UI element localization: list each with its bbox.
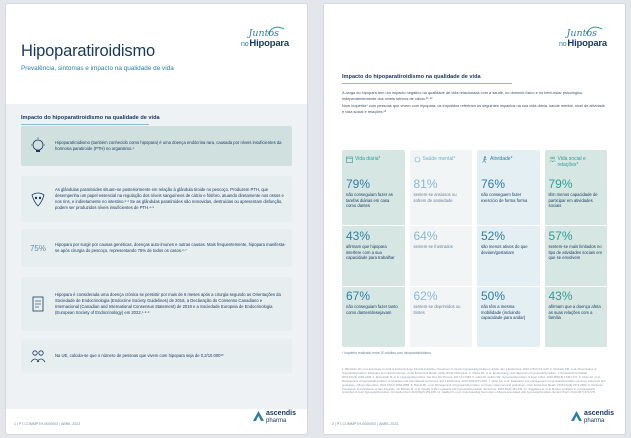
percent-badge	[27, 237, 49, 259]
row-divider	[342, 286, 607, 287]
stat-text: não têm a mesma mobilidade (incluindo capacidade para andar)	[481, 304, 526, 321]
stat-text: não conseguiam fazer as tarefas diárias em casa como dantes	[346, 192, 393, 209]
ascendis-mark-icon	[253, 411, 264, 421]
section-rule	[21, 124, 149, 125]
brain-icon	[414, 156, 421, 163]
stat-text: sentem-se frustrados	[413, 244, 453, 249]
impact-grid	[342, 150, 607, 347]
logo-main: Hipopara	[567, 38, 607, 49]
company-name-suffix: pharma	[266, 418, 287, 424]
stat-text: sentem-se mais limitados no tipo de atividades sociais em que se envolvem	[548, 244, 603, 261]
stat-value: 76%	[481, 177, 506, 191]
section-title	[342, 74, 512, 84]
column-header	[414, 156, 469, 174]
social-icon	[549, 156, 556, 163]
logo-prefix: no	[241, 41, 249, 48]
page-title: Hipoparatiroidismo	[21, 42, 155, 60]
stat-block	[481, 230, 536, 255]
info-box-causes	[21, 229, 292, 267]
logo-word-juntos: Juntos	[248, 28, 279, 39]
page-2	[323, 3, 626, 435]
column-header	[346, 156, 401, 174]
stat-block	[549, 178, 604, 209]
info-box-text: Na UE, calcula-se que o número de pessoas que vivem com hipopara seja de 0,2/10.000¹⁰	[55, 352, 224, 358]
stat-value: 62%	[413, 289, 438, 303]
stat-value: 79%	[548, 177, 573, 191]
calendar-icon	[346, 156, 353, 163]
row-divider	[342, 225, 607, 226]
company-name: ascendis	[266, 410, 296, 417]
stat-value: 52%	[481, 229, 506, 243]
info-box-text: Hipopara por surgir por causas genéticas, doenças auto-imunes e outras causas. Mais frequentemente, hipopara manifesta-se após cirurgia do pescoço, representando 75% de todos os casos.⁶·⁷	[55, 241, 286, 253]
gland-icon	[27, 188, 49, 210]
logo-word-juntos: Juntos	[566, 28, 597, 39]
stat-block	[346, 230, 401, 261]
column-social-life	[545, 150, 608, 347]
stat-block	[414, 178, 469, 203]
stat-value: 43%	[346, 229, 371, 243]
logo-word-hipopara	[559, 39, 607, 49]
ascendis-pharma-logo	[571, 410, 615, 428]
stat-value: 79%	[346, 177, 371, 191]
survey-footnote: * Inquérito realizado entre 20 adultos com hipoparatiroidismo	[342, 351, 431, 355]
logo-word-hipopara	[241, 39, 289, 49]
intro-paragraph: Num inquérito* com pessoas que vivem com hipopara, os inquiridos referiram os seguintes impactos na sua vida diária, saúde mental, nível de atividade e vida social e relações:¹³	[342, 103, 605, 114]
info-box-glands	[21, 176, 292, 222]
section-title-text: Impacto do hipoparatiroidismo na qualidade de vida	[342, 74, 481, 80]
info-box-definition	[21, 126, 292, 166]
stat-value: 64%	[413, 229, 438, 243]
stat-value: 67%	[346, 289, 371, 303]
stat-text: não conseguiam fazer tanto como dantes/desejavam	[346, 304, 398, 315]
column-header	[549, 156, 604, 174]
column-daily-life	[342, 150, 405, 347]
column-title: Saúde mental*	[422, 156, 456, 162]
company-name-suffix: pharma	[584, 418, 605, 424]
references: 1. Bilezikian JP, et al. European Journal of Endocrinology. Clinical Guideline: Treatment of chronic hypoparathyroidism in adults. Eur J Endocrinol. 2015;173(2):G1-G20. 2. Shoback DM, et al. Presentation of hypoparathyroidism: Etiologies and clinical features. J Clin Endocrinol Metab. 2016;101(6):2300-2312. 3. Clarke BL, et al. Epidemiology and diagnosis of hypoparathyroidism. J Clin Endocrinol Metab. 2016;101(6):2284-2299. 4. Mannstadt M, et al. Hypoparathyroidism. Nat Rev Dis Primers. 2017;3:17055. 5. Gafni RI, Collins MT. Hypoparathyroidism. N Engl J Med. 2019;380(18):1738-1747. 6. Khan AA, et al. Management of hypoparathyroidism: a Canadian and international consensus. Eur J Endocrinol. 2019;180(3):P1-P22. 7. Khan AA, et al. Evaluation and management of hypoparathyroidism summary statement and guidelines. J Bone Miner Res. 2022;37(12):2568-2585. 8. Brandi ML, et al. Management of hypoparathyroidism: summary statement and guidelines. J Clin Endocrinol Metab. 2016;101(6):2273-2283. 9. Orphanet. Prevalence and incidence of rare diseases. 10. Büttner M, et al. Quality of life in patients with hypoparathyroidism. Endocrine. 2018;59(2):433-441. 11. Siggelkow H, et al. Burden of illness in not adequately controlled chronic hypoparathyroidism. Clin Endocrinol. 2020;92(2):159-168. 12. Hadker N, et al. Understanding the burden of illness associated with hypoparathyroidism. Endocr Pract. 2014;20(7):671-679.	[342, 367, 606, 395]
stat-block	[414, 230, 469, 250]
stat-block	[481, 178, 536, 203]
column-title: Vida diária*	[355, 156, 381, 162]
stat-value: 81%	[413, 177, 438, 191]
stat-block	[414, 290, 469, 315]
people-icon	[27, 345, 49, 367]
stat-text: têm menos capacidade de participar em atividades sociais	[548, 192, 598, 209]
lightbulb-icon	[27, 135, 49, 157]
info-box-text: As glândulas paratiroides situam-se posteriormente em relação à glândula tiroide no pescoço. Produzem PTH, que desempenha um papel essencial na regulação dos níveis sanguíneos de cálcio e fósforo, atuando diretamente nos ossos e nos rins, e indiretamente no intestino.²·³ Se as glândulas paratiroides são removidas, destruídas ou apresentam disfunção, podem ser produzidos níveis insuficientes de PTH.⁴·⁵	[55, 186, 284, 211]
intro-paragraph: A carga do hipopara tem um impacto negativo na qualidade de vida relacionada com a saúde, no domínio físico e no bem-estar psicológico, independentemente dos níveis séricos de cálcio.¹¹·¹²	[342, 90, 584, 101]
stat-text: não conseguem fazer exercício de forma forma	[481, 192, 528, 203]
column-activity	[477, 150, 540, 347]
section-rule	[342, 83, 512, 84]
logo-prefix: no	[559, 41, 567, 48]
activity-icon	[481, 156, 488, 163]
juntos-no-hipopara-logo	[543, 29, 607, 55]
stat-value: 57%	[548, 229, 573, 243]
stat-text: afirmam que hipopara interfere com a sua capacidade para trabalhar	[346, 244, 395, 261]
page-footer: 2 | PT-COMMPTH-0000002 | ABRIL 2023	[332, 422, 399, 426]
intro-text	[342, 90, 607, 117]
stat-value: 50%	[481, 289, 506, 303]
stat-block	[481, 290, 536, 321]
stat-text: sentem-se deprimidos ou tristes	[413, 304, 461, 315]
column-title: Atividade*	[490, 156, 513, 162]
column-mental-health	[410, 150, 473, 347]
info-box-text: Hipopara é considerada uma doença crónica se persistir por mais de 6 meses após a cirurgia segundo as Orientações da Sociedade de Endocrinologia (Endocrine Society Guidelines) de 2016, a Declaração do Consenso Canadiano e Internacional (Canadian and International Consensus Statement) de 2019 e a Sociedade Europeia de Endocrinologia (European Society of Endocrinology) em 2022.¹·⁸·⁹	[55, 291, 281, 316]
page-1	[5, 3, 308, 435]
company-name: ascendis	[584, 410, 614, 417]
stat-block	[346, 290, 401, 315]
document-icon	[27, 293, 49, 315]
section-title	[21, 115, 160, 125]
section-title-text: Impacto do hipoparatiroidismo na qualidade de vida	[21, 115, 160, 121]
stat-block	[346, 178, 401, 209]
stat-block	[549, 290, 604, 321]
info-box-prevalence	[21, 339, 292, 373]
percent-value: 75%	[29, 243, 46, 253]
stat-value: 43%	[548, 289, 573, 303]
info-box-chronic	[21, 277, 292, 331]
stat-block	[549, 230, 604, 261]
stat-text: sentem-se ansiosos ou sofrem de ansiedade	[413, 192, 457, 203]
ascendis-pharma-logo	[253, 410, 297, 428]
stat-text: afirmam que a doença afeta as suas relações com a família	[548, 304, 601, 321]
logo-main: Hipopara	[249, 38, 289, 49]
info-box-text: Hipoparatiroidismo (também conhecido como hipopara) é uma doença endócrina rara, causada por níveis insuficientes da hormona paratiroide (PTH) no organismo.¹	[55, 139, 282, 151]
column-title: Vida social e relações*	[557, 156, 586, 168]
page-subtitle: Prevalência, sintomas e impacto na qualidade de vida	[21, 65, 174, 72]
ascendis-mark-icon	[571, 411, 582, 421]
stat-text: são menos ativos do que deviam/gostariam	[481, 244, 528, 255]
page-footer: 1 | PT-COMMPTH-0000002 | ABRIL 2023	[14, 422, 81, 426]
juntos-no-hipopara-logo	[225, 29, 289, 55]
column-header	[481, 156, 536, 174]
